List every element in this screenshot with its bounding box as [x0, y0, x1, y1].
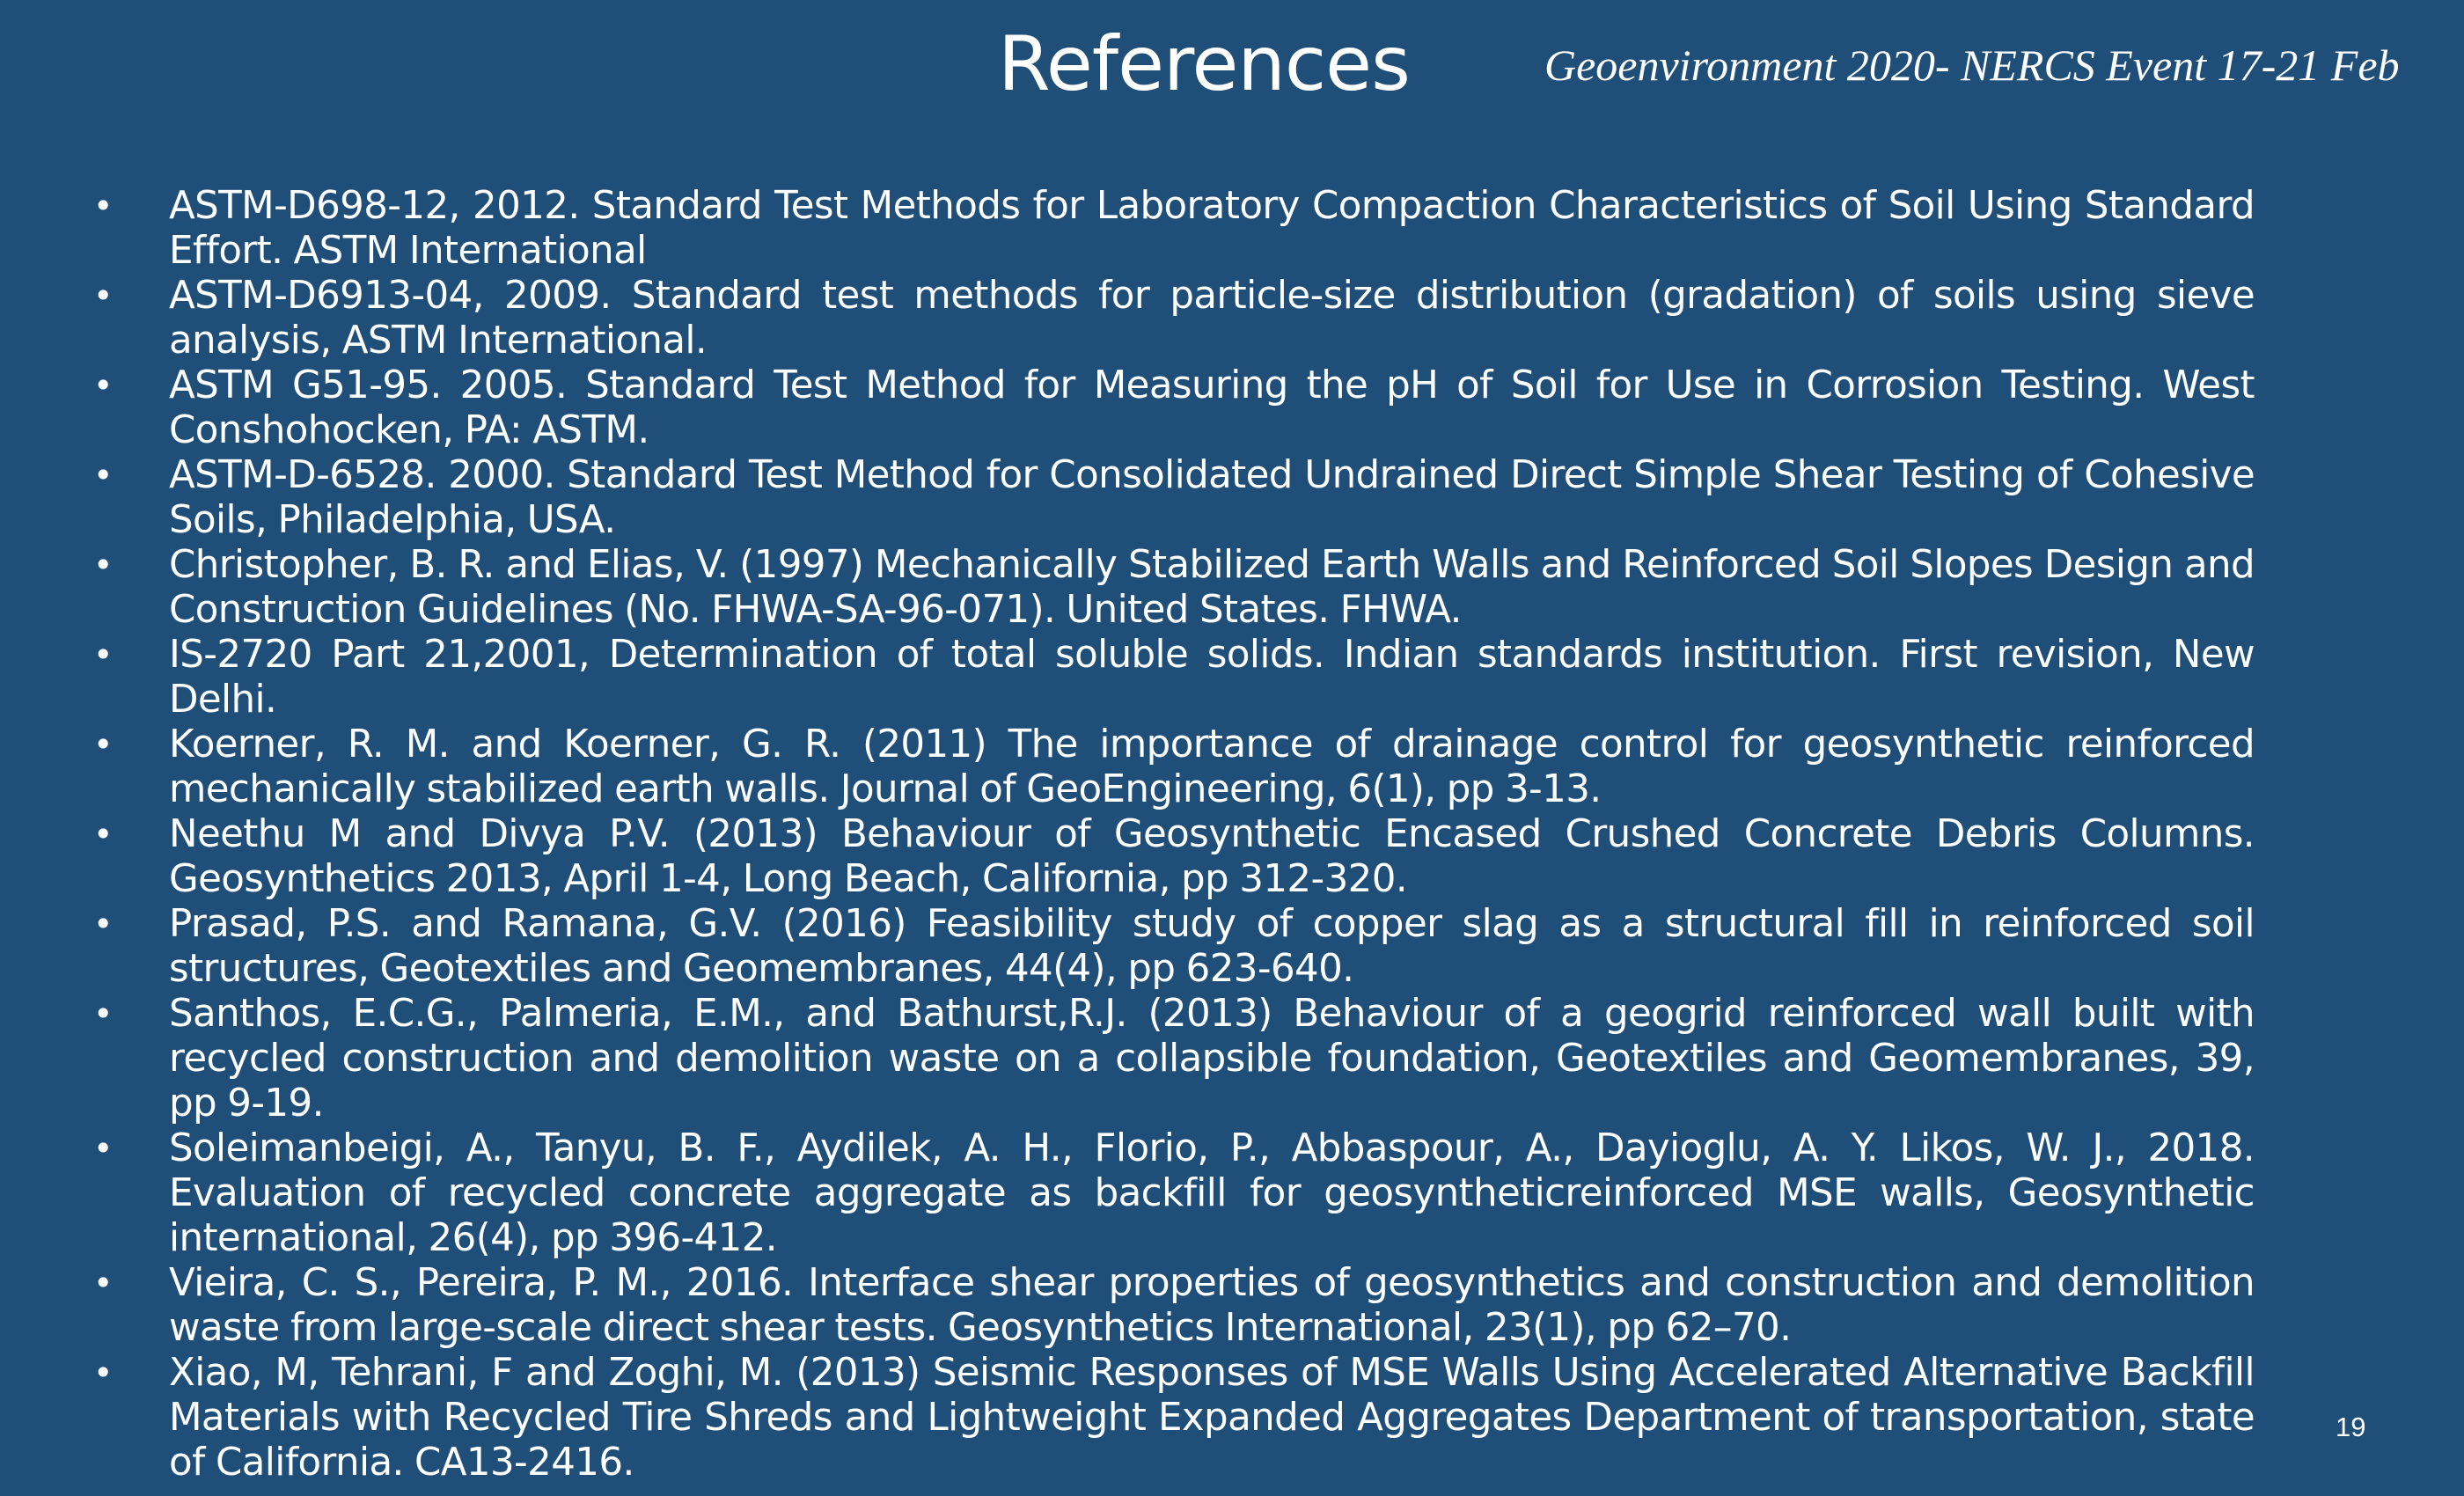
- bullet-icon: •: [93, 905, 113, 943]
- reference-item: [92, 363, 2255, 453]
- reference-text: Neethu M and Divya P.V. (2013) Behaviour of Geosynthetic Encased Crushed Concrete Debris Columns. Geosynthetics 2013, April 1-4, Long Beach, California, pp 312-320.: [169, 812, 2255, 901]
- reference-text: ASTM-D-6528. 2000. Standard Test Method for Consolidated Undrained Direct Simple Shear Testing of Cohesive Soils, Philadelphia, USA.: [169, 453, 2255, 542]
- bullet-icon: •: [93, 276, 113, 315]
- reference-text: Soleimanbeigi, A., Tanyu, B. F., Aydilek, A. H., Florio, P., Abbaspour, A., Dayioglu, A. Y. Likos, W. J., 2018. Evaluation of recycled concrete aggregate as backfill for geosyntheticreinforced MSE walls, Geosynthetic international, 26(4), pp 396-412.: [169, 1126, 2255, 1260]
- bullet-icon: •: [93, 1353, 113, 1392]
- reference-item: [92, 1126, 2255, 1261]
- bullet-icon: •: [93, 546, 113, 584]
- bullet-icon: •: [93, 366, 113, 405]
- reference-text: Koerner, R. M. and Koerner, G. R. (2011) The importance of drainage control for geosynthetic reinforced mechanically stabilized earth walls. Journal of GeoEngineering, 6(1), pp 3-13.: [169, 722, 2255, 811]
- reference-text: Santhos, E.C.G., Palmeria, E.M., and Bathurst,R.J. (2013) Behaviour of a geogrid reinforced wall built with recycled construction and demolition waste on a collapsible foundation, Geotextiles and Geomembranes, 39, pp 9-19.: [169, 992, 2255, 1126]
- reference-item: [92, 274, 2255, 363]
- reference-item: [92, 902, 2255, 992]
- reference-text: ASTM-D6913-04, 2009. Standard test methods for particle-size distribution (gradation) of soils using sieve analysis, ASTM International.: [169, 274, 2255, 363]
- reference-text: Xiao, M, Tehrani, F and Zoghi, M. (2013) Seismic Responses of MSE Walls Using Accelerated Alternative Backfill Materials with Recycled Tire Shreds and Lightweight Expanded Aggregates Department of transportation, state of California. CA13-2416.: [169, 1351, 2255, 1485]
- reference-item: [92, 1351, 2255, 1485]
- reference-item: [92, 184, 2255, 274]
- bullet-icon: •: [93, 725, 113, 764]
- reference-item: [92, 543, 2255, 633]
- reference-item: [92, 812, 2255, 902]
- reference-text: Vieira, C. S., Pereira, P. M., 2016. Interface shear properties of geosynthetics and construction and demolition waste from large-scale direct shear tests. Geosynthetics International, 23(1), pp 62–70.: [169, 1261, 2255, 1350]
- bullet-icon: •: [93, 187, 113, 225]
- reference-text: Christopher, B. R. and Elias, V. (1997) Mechanically Stabilized Earth Walls and Reinforced Soil Slopes Design and Construction Guidelines (No. FHWA-SA-96-071). United States. FHWA.: [169, 543, 2255, 632]
- bullet-icon: •: [93, 456, 113, 495]
- reference-item: [92, 453, 2255, 543]
- reference-item: [92, 1261, 2255, 1351]
- reference-text: IS-2720 Part 21,2001, Determination of total soluble solids. Indian standards institution. First revision, New Delhi.: [169, 633, 2255, 722]
- reference-item: [92, 722, 2255, 812]
- reference-text: Prasad, P.S. and Ramana, G.V. (2016) Feasibility study of copper slag as a structural fill in reinforced soil structures, Geotextiles and Geomembranes, 44(4), pp 623-640.: [169, 902, 2255, 991]
- event-header: Geoenvironment 2020- NERCS Event 17-21 Feb: [1544, 40, 2400, 90]
- bullet-icon: •: [93, 1129, 113, 1168]
- bullet-icon: •: [93, 635, 113, 674]
- reference-item: [92, 992, 2255, 1126]
- reference-item: [92, 633, 2255, 722]
- bullet-icon: •: [93, 815, 113, 854]
- slide-title: References: [998, 20, 1410, 108]
- reference-text: ASTM G51-95. 2005. Standard Test Method for Measuring the pH of Soil for Use in Corrosion Testing. West Conshohocken, PA: ASTM.: [169, 363, 2255, 452]
- reference-list: [92, 184, 2255, 1485]
- page-number: 19: [2336, 1412, 2366, 1442]
- bullet-icon: •: [93, 994, 113, 1033]
- reference-text: ASTM-D698-12, 2012. Standard Test Methods for Laboratory Compaction Characteristics of Soil Using Standard Effort. ASTM International: [169, 184, 2255, 273]
- bullet-icon: •: [93, 1264, 113, 1302]
